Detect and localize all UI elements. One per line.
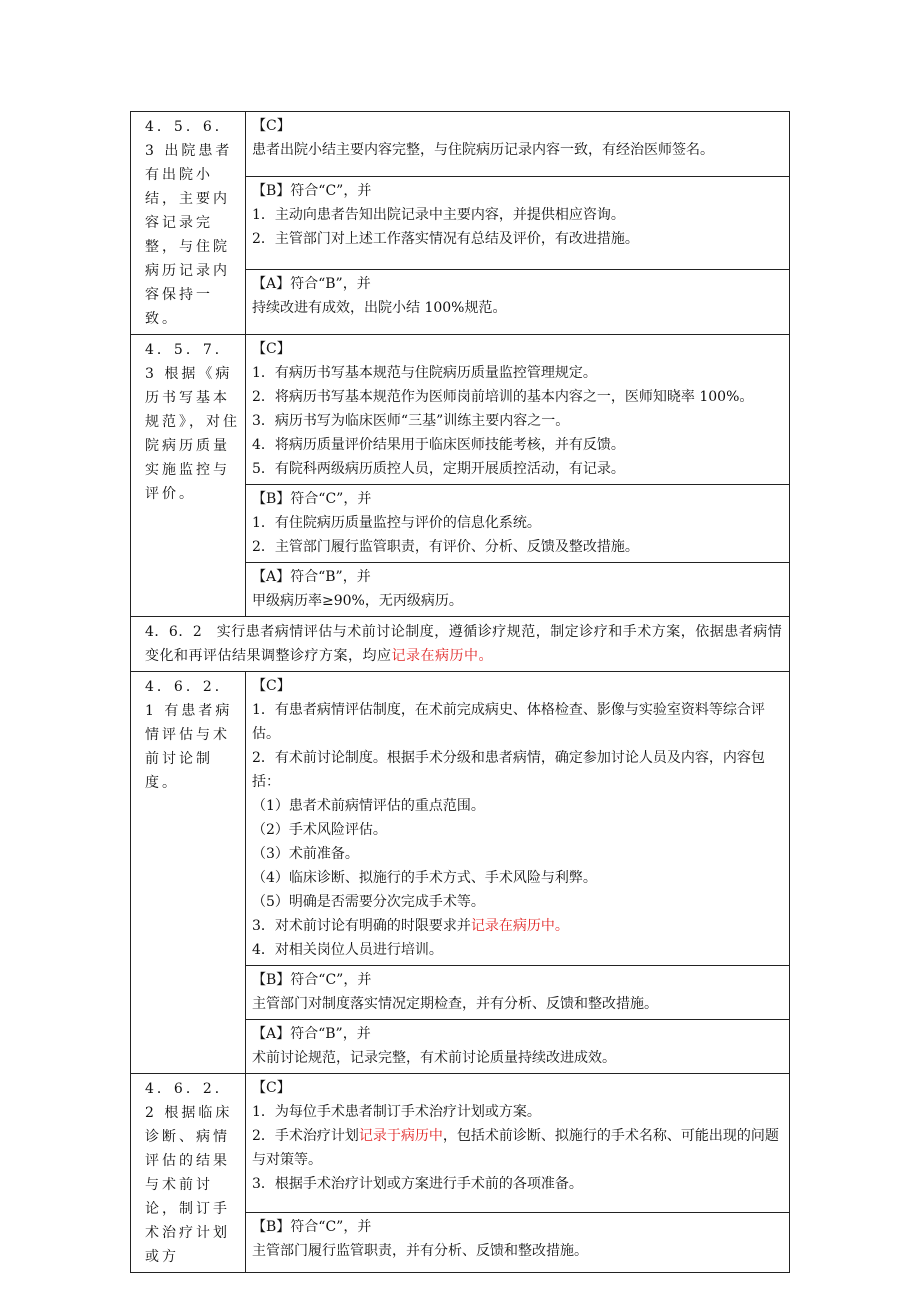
- criterion-row: [131, 335, 790, 485]
- requirement-item: [252, 203, 784, 227]
- requirement-text: 2．手术治疗计划: [252, 1128, 359, 1144]
- requirement-text: （1）患者术前病情评估的重点范围。: [252, 798, 485, 814]
- grade-label: 【B】符合“C”，并: [252, 972, 372, 988]
- section-heading-row: [131, 617, 790, 672]
- requirement-text: 主管部门对制度落实情况定期检查，并有分析、反馈和整改措施。: [252, 996, 658, 1012]
- requirement-text: 1．有患者病情评估制度，在术前完成病史、体格检查、影像与实验室资料等综合评估。: [252, 702, 765, 742]
- criterion-row: [131, 112, 790, 177]
- requirement-item: [252, 890, 784, 914]
- requirement-text: 2．有术前讨论制度。根据手术分级和患者病情，确定参加讨论人员及内容，内容包括：: [252, 750, 765, 790]
- requirement-text: 1．主动向患者告知出院记录中主要内容，并提供相应咨询。: [252, 206, 625, 223]
- requirement-item: [252, 227, 784, 251]
- grade-label: 【A】符合“B”，并: [252, 1026, 371, 1042]
- highlighted-text: 记录在病历中。: [391, 648, 493, 664]
- grade-label: 【A】符合“B”，并: [252, 569, 371, 585]
- requirement-text: 2．主管部门对上述工作落实情况有总结及评价，有改进措施。: [252, 230, 639, 247]
- requirement-text: 持续改进有成效，出院小结 100%规范。: [252, 300, 507, 317]
- requirement-item: [252, 385, 784, 409]
- requirement-item: [252, 535, 784, 559]
- requirement-item: [252, 433, 784, 457]
- requirement-text: 4．将病历质量评价结果用于临床医师技能考核，并有反馈。: [252, 437, 625, 453]
- requirement-item: [252, 992, 784, 1016]
- requirement-item: [252, 589, 784, 613]
- grade-label: 【B】符合“C”，并: [252, 491, 372, 507]
- grade-cell: [246, 1020, 790, 1074]
- requirement-text: 2．主管部门履行监管职责，有评价、分析、反馈及整改措施。: [252, 539, 639, 555]
- requirement-item: [252, 296, 784, 320]
- requirement-text: 主管部门履行监管职责，并有分析、反馈和整改措施。: [252, 1243, 588, 1260]
- grade-cell: [246, 563, 790, 617]
- requirement-item: [252, 842, 784, 866]
- requirement-text: 2．将病历书写基本规范作为医师岗前培训的基本内容之一，医师知晓率 100%。: [252, 389, 754, 405]
- requirement-text: （2）手术风险评估。: [252, 822, 387, 838]
- grade-label: 【C】: [252, 678, 291, 694]
- grade-cell: [246, 672, 790, 966]
- requirement-item: [252, 746, 784, 794]
- requirement-item: [252, 818, 784, 842]
- requirement-text: （4）临床诊断、拟施行的手术方式、手术风险与利弊。: [252, 870, 597, 886]
- requirement-item: [252, 938, 784, 962]
- requirement-item: [252, 1100, 784, 1124]
- requirement-text: 1．有病历书写基本规范与住院病历质量监控管理规定。: [252, 365, 597, 381]
- grade-cell: [246, 176, 790, 270]
- requirement-item: [252, 457, 784, 481]
- requirement-item: [252, 361, 784, 385]
- highlighted-text: 记录在病历中。: [470, 918, 569, 934]
- criterion-row: [131, 672, 790, 966]
- requirement-text: 4．对相关岗位人员进行培训。: [252, 942, 443, 958]
- grade-cell: [246, 335, 790, 485]
- standards-table: [130, 111, 790, 1273]
- grade-label: 【C】: [252, 1080, 291, 1096]
- criterion-row: [131, 1074, 790, 1213]
- grade-cell: [246, 1074, 790, 1213]
- requirement-text: （3）术前准备。: [252, 846, 359, 862]
- heading-text: 4．6．2 实行患者病情评估与术前讨论制度，遵循诊疗规范，制定诊疗和手术方案，依据患者病情变化和再评估结果调整诊疗方案，均应: [145, 624, 783, 664]
- grade-cell: [246, 270, 790, 335]
- requirement-item: [252, 138, 784, 162]
- requirement-item: [252, 698, 784, 746]
- grade-cell: [246, 112, 790, 177]
- requirement-text: 甲级病历率≥90%，无丙级病历。: [252, 593, 463, 609]
- criterion-code: 4．6．2．2 根据临床诊断、病情评估的结果与术前讨论，制订手术治疗计划或方: [131, 1074, 246, 1273]
- grade-cell: [246, 966, 790, 1020]
- grade-cell: [246, 485, 790, 563]
- requirement-text: ，包括术前诊断、拟施行的手术名称、可能出现的问题与对策等。: [252, 1128, 779, 1168]
- requirement-text: 3．病历书写为临床医师“三基”训练主要内容之一。: [252, 413, 570, 429]
- criterion-code: 4．5．7．3 根据《病历书写基本规范》，对住院病历质量实施监控与评价。: [131, 335, 246, 617]
- requirement-text: 1．为每位手术患者制订手术治疗计划或方案。: [252, 1104, 541, 1120]
- requirement-text: 5．有院科两级病历质控人员，定期开展质控活动，有记录。: [252, 461, 625, 477]
- requirement-text: 患者出院小结主要内容完整，与住院病历记录内容一致，有经治医师签名。: [252, 142, 714, 158]
- requirement-item: [252, 1124, 784, 1172]
- section-heading: [131, 617, 790, 672]
- grade-cell: [246, 1213, 790, 1273]
- grade-label: 【A】符合“B”，并: [252, 276, 371, 293]
- grade-label: 【C】: [252, 341, 291, 357]
- requirement-item: [252, 866, 784, 890]
- requirement-item: [252, 1172, 784, 1196]
- requirement-item: [252, 409, 784, 433]
- requirement-text: 3．根据手术治疗计划或方案进行手术前的各项准备。: [252, 1176, 583, 1192]
- requirement-item: [252, 1046, 784, 1070]
- criterion-code: 4．6．2．1 有患者病情评估与术前讨论制度。: [131, 672, 246, 1074]
- requirement-item: [252, 914, 784, 938]
- requirement-text: 3．对术前讨论有明确的时限要求并: [252, 918, 471, 934]
- highlighted-text: 记录于病历中: [358, 1128, 443, 1144]
- requirement-text: 术前讨论规范，记录完整，有术前讨论质量持续改进成效。: [252, 1050, 616, 1066]
- requirement-item: [252, 511, 784, 535]
- grade-label: 【B】符合“C”，并: [252, 182, 372, 199]
- standards-table-container: [130, 111, 790, 1273]
- grade-label: 【C】: [252, 118, 291, 134]
- requirement-item: [252, 1239, 784, 1263]
- grade-label: 【B】符合“C”，并: [252, 1219, 372, 1236]
- requirement-text: 1．有住院病历质量监控与评价的信息化系统。: [252, 515, 541, 531]
- requirement-text: （5）明确是否需要分次完成手术等。: [252, 894, 485, 910]
- requirement-item: [252, 794, 784, 818]
- criterion-code: 4．5．6．3 出院患者有出院小结，主要内容记录完整，与住院病历记录内容保持一致。: [131, 112, 246, 335]
